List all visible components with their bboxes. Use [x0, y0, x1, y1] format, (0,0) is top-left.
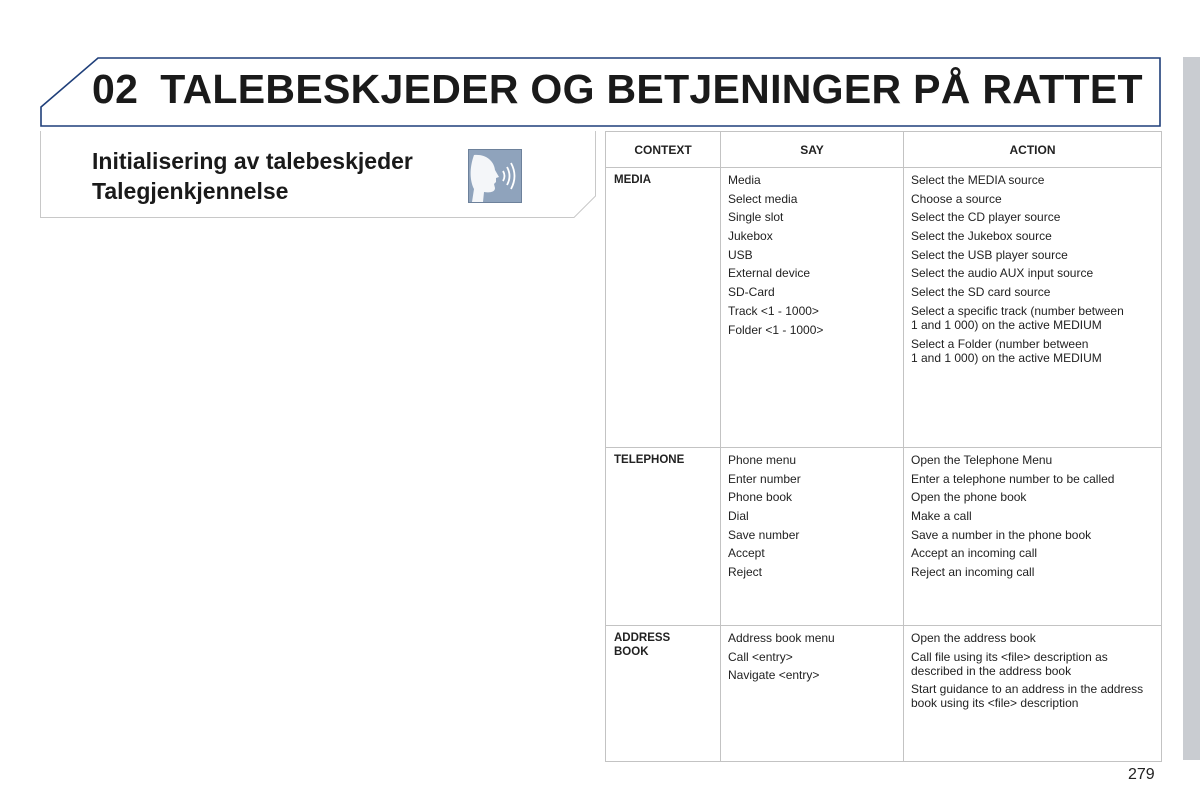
action-description: Select the audio AUX input source: [911, 266, 1094, 281]
voice-command-head-icon: [468, 149, 522, 203]
say-phrase: Select media: [728, 191, 798, 206]
action-cell: [904, 626, 1162, 762]
action-description: Open the Telephone Menu: [911, 453, 1053, 467]
say-phrase: Single slot: [728, 210, 784, 225]
context-label: ADDRESS BOOK: [614, 632, 671, 658]
action-cell: [904, 448, 1162, 626]
say-phrase: Save number: [728, 527, 800, 542]
action-description: Call file using its <file> description as described in the address book: [911, 649, 1108, 678]
say-cell: [721, 448, 904, 626]
action-description: Select a Folder (number between 1 and 1 000) on the active MEDIUM: [911, 336, 1102, 365]
context-cell: [606, 168, 721, 448]
action-description: Open the address book: [911, 631, 1036, 645]
action-description: Select the Jukebox source: [911, 229, 1052, 244]
action-description: Reject an incoming call: [911, 565, 1035, 580]
say-phrase: External device: [728, 266, 811, 281]
action-description: Select the USB player source: [911, 247, 1068, 262]
column-header-action: ACTION: [904, 132, 1162, 168]
say-phrase: Enter number: [728, 471, 801, 486]
column-header-context: CONTEXT: [606, 132, 721, 168]
action-description: Enter a telephone number to be called: [911, 471, 1115, 486]
say-phrase: Dial: [728, 509, 749, 524]
action-description: Select the CD player source: [911, 210, 1061, 225]
action-description: Select the SD card source: [911, 285, 1051, 300]
action-description: Open the phone book: [911, 490, 1027, 505]
say-phrase: Phone book: [728, 490, 793, 505]
chapter-number: 02: [92, 66, 139, 112]
action-description: Select a specific track (number between 1 and 1 000) on the active MEDIUM: [911, 303, 1124, 332]
column-header-say: SAY: [721, 132, 904, 168]
say-phrase: Phone menu: [728, 453, 797, 467]
say-phrase: Address book menu: [728, 631, 835, 645]
say-phrase: Call <entry>: [728, 649, 793, 664]
page-title: [92, 66, 1143, 113]
say-phrase: Jukebox: [728, 229, 773, 244]
table-row: [606, 448, 1162, 626]
context-label: MEDIA: [614, 174, 652, 186]
section-heading-line: Initialisering av talebeskjeder: [92, 148, 413, 174]
context-label: TELEPHONE: [614, 454, 685, 466]
say-phrase: Media: [728, 173, 761, 187]
say-phrase: SD-Card: [728, 285, 775, 300]
action-cell: [904, 168, 1162, 448]
say-phrase: Folder <1 - 1000>: [728, 322, 824, 337]
action-description: Save a number in the phone book: [911, 527, 1092, 542]
say-phrase: Accept: [728, 546, 765, 561]
table-row: [606, 626, 1162, 762]
page-number: 279: [1128, 766, 1155, 783]
table-row: [606, 168, 1162, 448]
action-description: Make a call: [911, 509, 972, 524]
action-description: Start guidance to an address in the address book using its <file> description: [911, 682, 1144, 711]
action-description: Select the MEDIA source: [911, 173, 1045, 187]
say-phrase: Track <1 - 1000>: [728, 303, 819, 318]
say-cell: [721, 168, 904, 448]
say-phrase: USB: [728, 247, 753, 262]
say-phrase: Reject: [728, 565, 763, 580]
action-description: Choose a source: [911, 191, 1002, 206]
chapter-title: TALEBESKJEDER OG BETJENINGER PÅ RATTET: [160, 66, 1143, 112]
say-cell: [721, 626, 904, 762]
section-heading: [92, 146, 413, 206]
action-description: Accept an incoming call: [911, 546, 1038, 561]
context-cell: [606, 448, 721, 626]
side-tab-marker: [1183, 57, 1200, 760]
context-cell: [606, 626, 721, 762]
section-heading-line: Talegjenkjennelse: [92, 178, 289, 204]
say-phrase: Navigate <entry>: [728, 668, 820, 683]
voice-commands-table: [605, 131, 1162, 762]
table-header-row: [606, 132, 1162, 168]
